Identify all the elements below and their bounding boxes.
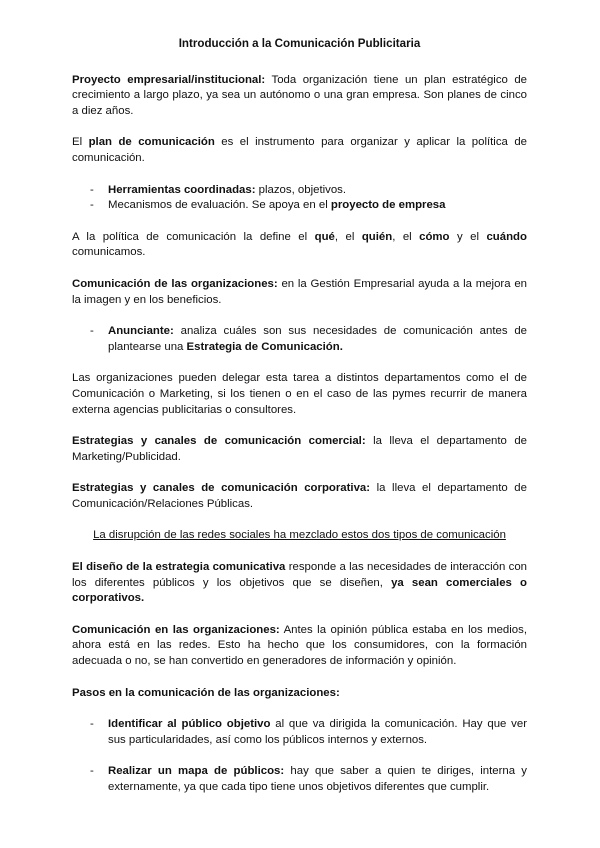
bold-term: ya sean comerciales o corporativos. (72, 576, 527, 605)
paragraph-text: , el (334, 230, 362, 243)
paragraph-delegar-tarea: Las organizaciones pueden delegar esta tarea a distintos departamentos como el de Comunicación o Marketing, si los tienen o en el caso de las pymes recurrir de manera externa agencias publicitarias o consultores. (72, 372, 527, 416)
list-item (72, 198, 527, 214)
paragraph-text: comunicamos. (72, 246, 146, 259)
bold-term: cuándo (486, 230, 527, 243)
paragraph-text: Antes la opinión pública estaba en los medios, ahora está en las redes. Esto ha hecho que los consumidores, con la formación adecuada o no, se han convertido en generadores de información y opinión. (72, 623, 527, 668)
list-pasos (72, 717, 527, 795)
paragraph-politica-comunicacion (72, 230, 527, 261)
paragraph-comunicacion-organizaciones (72, 277, 527, 308)
list-anunciante (72, 324, 527, 355)
bold-term: Estrategia de Comunicación. (186, 340, 343, 353)
bold-term: quién (361, 230, 393, 243)
paragraph-text: , el (392, 230, 420, 243)
list-item (72, 717, 527, 748)
bold-term: El diseño de la estrategia comunicativa (72, 561, 286, 574)
list-item-text: analiza cuáles son sus necesidades de comunicación antes de plantearse una (108, 325, 527, 353)
bold-term: Pasos en la comunicación de las organizaciones: (72, 686, 340, 699)
heading-pasos-comunicacion (72, 686, 527, 702)
bold-term: Comunicación de las organizaciones: (72, 277, 278, 290)
bold-term: Identificar al público objetivo (108, 718, 271, 731)
dash-bullet: - (90, 325, 94, 338)
paragraph-text: El (72, 136, 89, 149)
paragraph-text: y el (449, 230, 487, 243)
paragraph-text: A la política de comunicación la define el (72, 230, 315, 243)
bold-term: Estrategias y canales de comunicación comercial: (72, 435, 366, 448)
bold-term: Estrategias y canales de comunicación corporativa: (72, 482, 371, 495)
paragraph-comunicacion-corporativa (72, 481, 527, 512)
dash-bullet: - (90, 183, 94, 196)
bold-term: Comunicación en las organizaciones: (72, 623, 280, 636)
bold-term: cómo (419, 230, 450, 243)
list-item (72, 183, 527, 199)
bold-term: Herramientas coordinadas: (108, 183, 256, 196)
document-page (72, 36, 527, 812)
paragraph-text: es el instrumento para organizar y aplicar la política de comunicación. (72, 136, 527, 164)
paragraph-text: en la Gestión Empresarial ayuda a la mejora en la imagen y en los beneficios. (72, 277, 527, 306)
list-plan-comunicacion (72, 183, 527, 214)
list-item-text: al que va dirigida la comunicación. Hay que ver sus particularidades, así como los públicos internos y externos. (108, 718, 528, 746)
paragraph-text: Toda organización tiene un plan estratégico de crecimiento a largo plazo, ya sea un autónomo o una gran empresa. Son planes de cinco a diez años. (72, 73, 528, 117)
paragraph-plan-comunicacion (72, 135, 527, 166)
paragraph-diseno-estrategia (72, 560, 527, 607)
list-item-text: hay que saber a quien te diriges, interna y externamente, ya que cada tipo tiene unos objetivos diferentes que cumplir. (108, 765, 527, 793)
bold-term: Proyecto empresarial/institucional: (72, 73, 266, 86)
paragraph-text: la lleva el departamento de Comunicación/Relaciones Públicas. (72, 482, 527, 510)
paragraph-comunicacion-comercial (72, 434, 527, 465)
paragraph-text: la lleva el departamento de Marketing/Publicidad. (72, 435, 527, 463)
underlined-heading-redes-sociales: La disrupción de las redes sociales ha mezclado estos dos tipos de comunicación (93, 529, 506, 542)
bold-term: Realizar un mapa de públicos: (108, 765, 285, 778)
bold-term: qué (314, 230, 335, 243)
dash-bullet: - (90, 718, 94, 731)
dash-bullet: - (90, 765, 94, 778)
document-title: Introducción a la Comunicación Publicitaria (178, 37, 421, 50)
paragraph-text: responde a las necesidades de interacción con los diferentes públicos y los objetivos que se diseñen, (72, 561, 527, 589)
list-item (72, 764, 527, 795)
list-item-text: Mecanismos de evaluación. Se apoya en el (108, 199, 331, 212)
paragraph-proyecto-empresarial (72, 73, 527, 120)
dash-bullet: - (90, 199, 94, 212)
paragraph-comunicacion-en-organizaciones (72, 623, 527, 670)
list-item-text: plazos, objetivos. (255, 183, 347, 196)
bold-term: Anunciante: (108, 325, 174, 338)
bold-term: proyecto de empresa (330, 199, 446, 212)
list-item (72, 324, 527, 355)
bold-term: plan de comunicación (88, 136, 215, 149)
